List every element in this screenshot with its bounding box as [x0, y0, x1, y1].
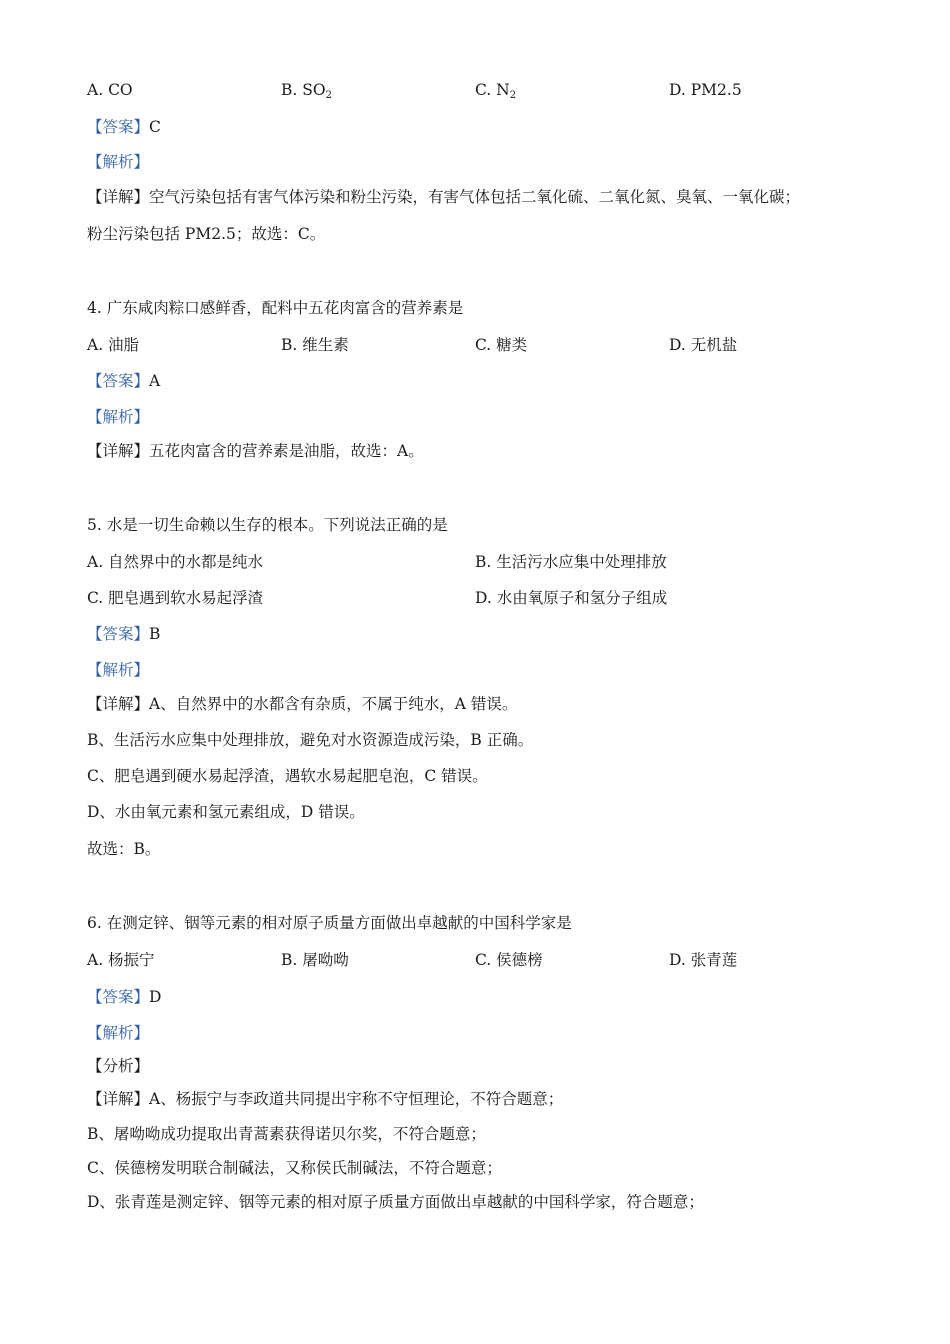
q6-question: 6. 在测定锌、铟等元素的相对原子质量方面做出卓越献的中国科学家是	[87, 914, 572, 932]
q5-detail-line: 故选：B。	[87, 840, 161, 858]
q4-option-a: A. 油脂	[87, 336, 140, 354]
q3-option-a: A. CO	[87, 81, 133, 99]
q3-option-c: C. $N_2$	[475, 81, 517, 101]
q4-answer: 【答案】A	[87, 372, 161, 390]
q6-detail-line: B、屠呦呦成功提取出青蒿素获得诺贝尔奖，不符合题意；	[87, 1125, 486, 1143]
q5-option-c: C. 肥皂遇到软水易起浮渣	[87, 589, 264, 607]
q6-option-b: B. 屠呦呦	[281, 951, 349, 969]
q6-option-a: A. 杨振宁	[87, 951, 155, 969]
q3-answer: 【答案】C	[87, 118, 161, 136]
q5-option-b: B. 生活污水应集中处理排放	[475, 553, 667, 571]
q6-answer: 【答案】D	[87, 988, 162, 1006]
q5-detail-line: 【详解】A、自然界中的水都含有杂质，不属于纯水，A 错误。	[87, 695, 518, 713]
q4-detail-line: 【详解】五花肉富含的营养素是油脂，故选：A。	[87, 442, 424, 460]
q3-detail-line: 粉尘污染包括 PM2.5；故选：C。	[87, 225, 326, 243]
q4-question: 4. 广东咸肉粽口感鲜香，配料中五花肉富含的营养素是	[87, 299, 464, 317]
q3-option-d: D. PM2.5	[669, 81, 742, 99]
q5-question: 5. 水是一切生命赖以生存的根本。下列说法正确的是	[87, 516, 448, 534]
q6-analysis-tag: 【解析】	[87, 1024, 150, 1042]
q3-detail-line: 【详解】空气污染包括有害气体污染和粉尘污染，有害气体包括二氧化硫、二氧化氮、臭氧、一氧化碳；	[87, 188, 801, 206]
q5-analysis-tag: 【解析】	[87, 661, 150, 679]
q3-analysis-tag: 【解析】	[87, 153, 150, 171]
q6-fenxi-tag: 【分析】	[87, 1057, 150, 1075]
q3-option-b: B. $SO_2$	[281, 81, 332, 101]
q6-detail-line: 【详解】A、杨振宁与李政道共同提出宇称不守恒理论，不符合题意；	[87, 1090, 564, 1108]
q4-option-b: B. 维生素	[281, 336, 349, 354]
q4-analysis-tag: 【解析】	[87, 408, 150, 426]
q5-detail-line: D、水由氧元素和氢元素组成，D 错误。	[87, 803, 365, 821]
q4-option-d: D. 无机盐	[669, 336, 738, 354]
q5-detail-line: C、肥皂遇到硬水易起浮渣，遇软水易起肥皂泡，C 错误。	[87, 767, 488, 785]
q6-option-c: C. 侯德榜	[475, 951, 543, 969]
q5-answer: 【答案】B	[87, 625, 161, 643]
q4-option-c: C. 糖类	[475, 336, 528, 354]
q5-option-a: A. 自然界中的水都是纯水	[87, 553, 264, 571]
q6-option-d: D. 张青莲	[669, 951, 738, 969]
q5-option-d: D. 水由氧原子和氢分子组成	[475, 589, 668, 607]
q6-detail-line: C、侯德榜发明联合制碱法，又称侯氏制碱法，不符合题意；	[87, 1159, 502, 1177]
q5-detail-line: B、生活污水应集中处理排放，避免对水资源造成污染，B 正确。	[87, 731, 534, 749]
q6-detail-line: D、张青莲是测定锌、铟等元素的相对原子质量方面做出卓越献的中国科学家，符合题意；	[87, 1193, 704, 1211]
